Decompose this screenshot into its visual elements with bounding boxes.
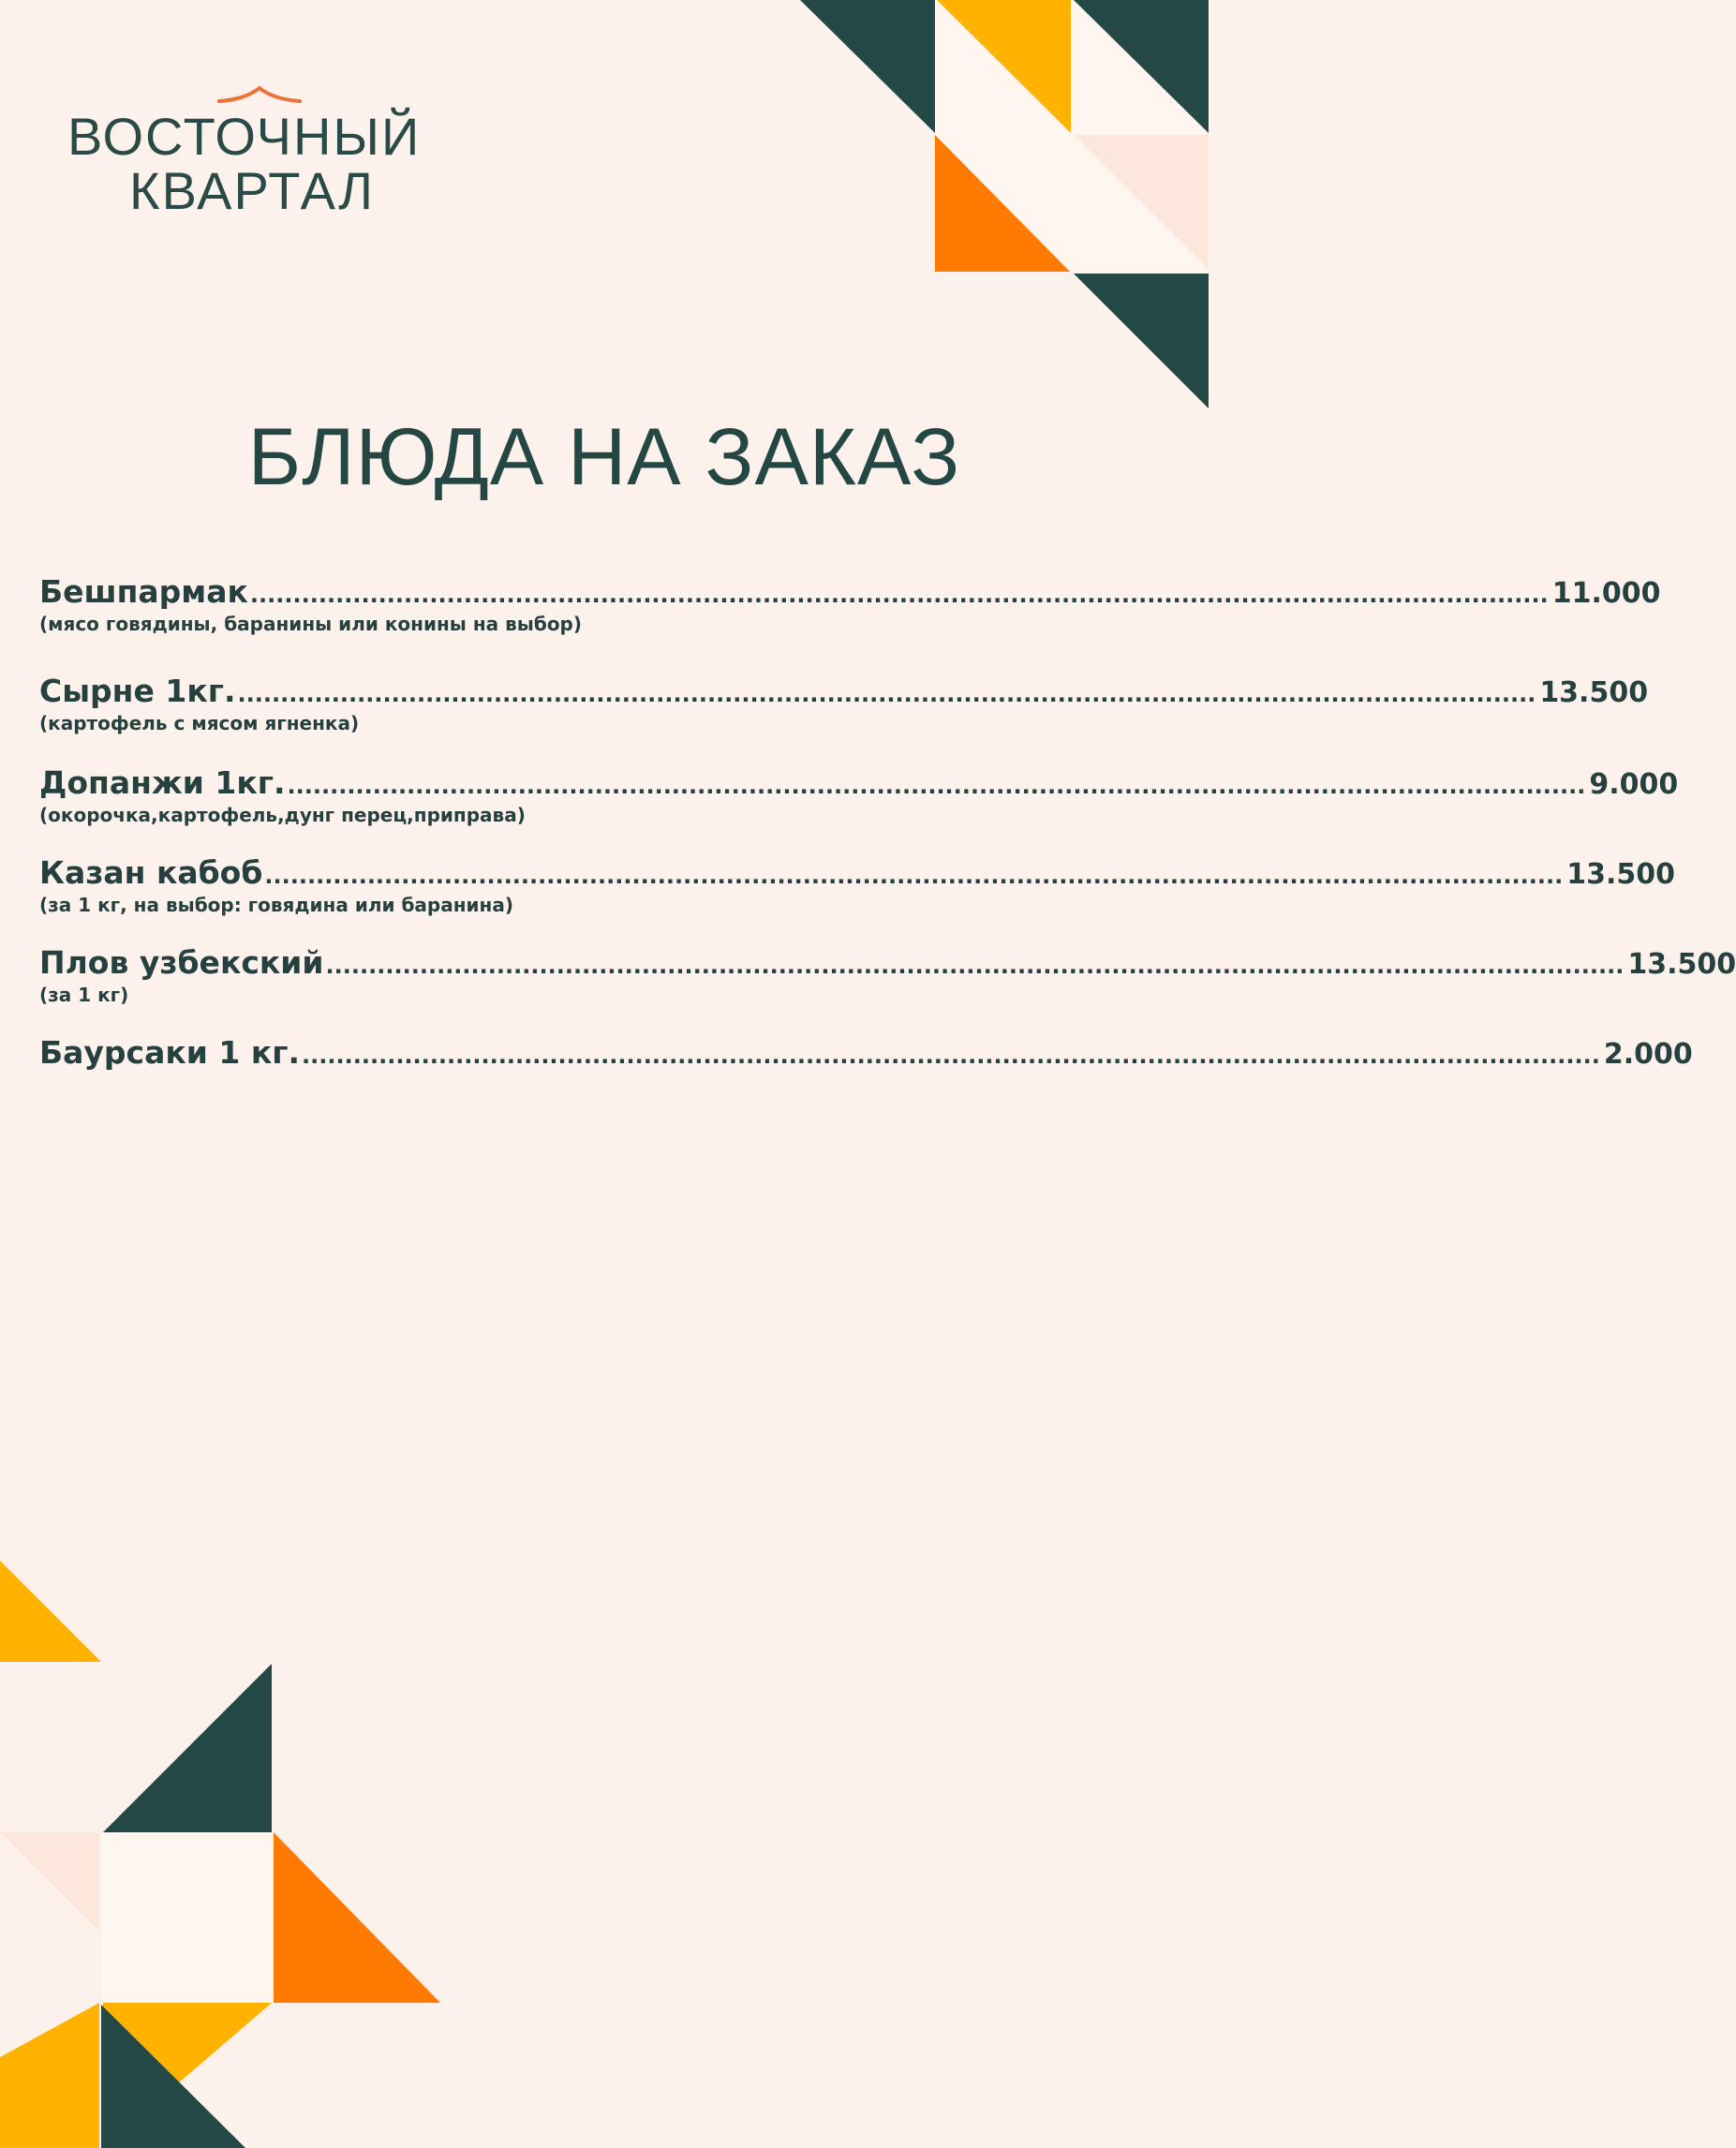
yellow-triangle	[0, 2003, 99, 2148]
bottom-left-triangles	[0, 1561, 440, 2148]
dish-price: 9.000	[1589, 768, 1679, 801]
brand-name-line2: КВАРТАЛ	[129, 161, 375, 220]
top-right-triangles	[800, 0, 1209, 408]
cream-tile	[935, 0, 1209, 272]
dish-price: 13.500	[1539, 676, 1649, 709]
dish-price: 13.500	[1627, 948, 1736, 981]
dot-leader: ........................................................................................................................................................	[287, 773, 1586, 799]
dish-description: (окорочка,картофель,дунг перец,приправа)	[39, 804, 526, 826]
dish-price: 11.000	[1551, 577, 1661, 610]
dark-triangle	[103, 1664, 272, 1832]
dot-leader: ........................................................................................................................................................	[249, 582, 1549, 608]
dark-triangle	[1074, 0, 1209, 133]
dish-name: Допанжи 1кг.	[39, 764, 286, 801]
page-title: БЛЮДА НА ЗАКАЗ	[247, 412, 961, 502]
dot-leader: ........................................................................................................................................................	[237, 681, 1536, 707]
dot-leader: ........................................................................................................................................................	[302, 1043, 1600, 1069]
dot-leader: ........................................................................................................................................................	[264, 863, 1564, 889]
pale-triangle	[0, 1832, 99, 1932]
menu-item	[39, 854, 1675, 916]
roof-arc-icon	[217, 86, 302, 105]
dish-name: Плов узбекский	[39, 944, 324, 981]
menu-item	[39, 764, 1679, 826]
yellow-triangle	[103, 2003, 272, 2148]
dot-leader: ........................................................................................................................................................	[325, 953, 1625, 979]
menu-item	[39, 1034, 1693, 1081]
yellow-triangle	[0, 1561, 101, 1662]
yellow-triangle	[937, 0, 1071, 133]
pale-triangle	[1074, 135, 1209, 270]
menu-item	[39, 673, 1649, 734]
dish-description: (картофель с мясом ягненка)	[39, 712, 360, 734]
dish-description: (за 1 кг)	[39, 984, 129, 1006]
dish-price: 13.500	[1566, 858, 1675, 891]
dark-triangle	[800, 0, 935, 133]
orange-triangle	[274, 1832, 440, 2003]
dish-name: Казан кабоб	[39, 854, 263, 891]
dish-description: (за 1 кг, на выбор: говядина или баранина)	[39, 894, 514, 916]
dish-name: Сырне 1кг.	[39, 673, 236, 709]
cream-tile	[101, 1832, 272, 2001]
orange-triangle	[935, 135, 1070, 272]
menu-item	[39, 573, 1661, 635]
dark-triangle	[101, 2005, 245, 2148]
dish-name: Бешпармак	[39, 573, 248, 610]
dish-price: 2.000	[1603, 1038, 1693, 1071]
brand-name-line1: ВОСТОЧНЫЙ	[67, 107, 422, 166]
dish-name: Баурсаки 1 кг.	[39, 1034, 301, 1071]
dish-description: (мясо говядины, баранины или конины на выбор)	[39, 613, 583, 635]
dark-triangle	[1074, 274, 1209, 408]
menu-item	[39, 944, 1736, 1006]
